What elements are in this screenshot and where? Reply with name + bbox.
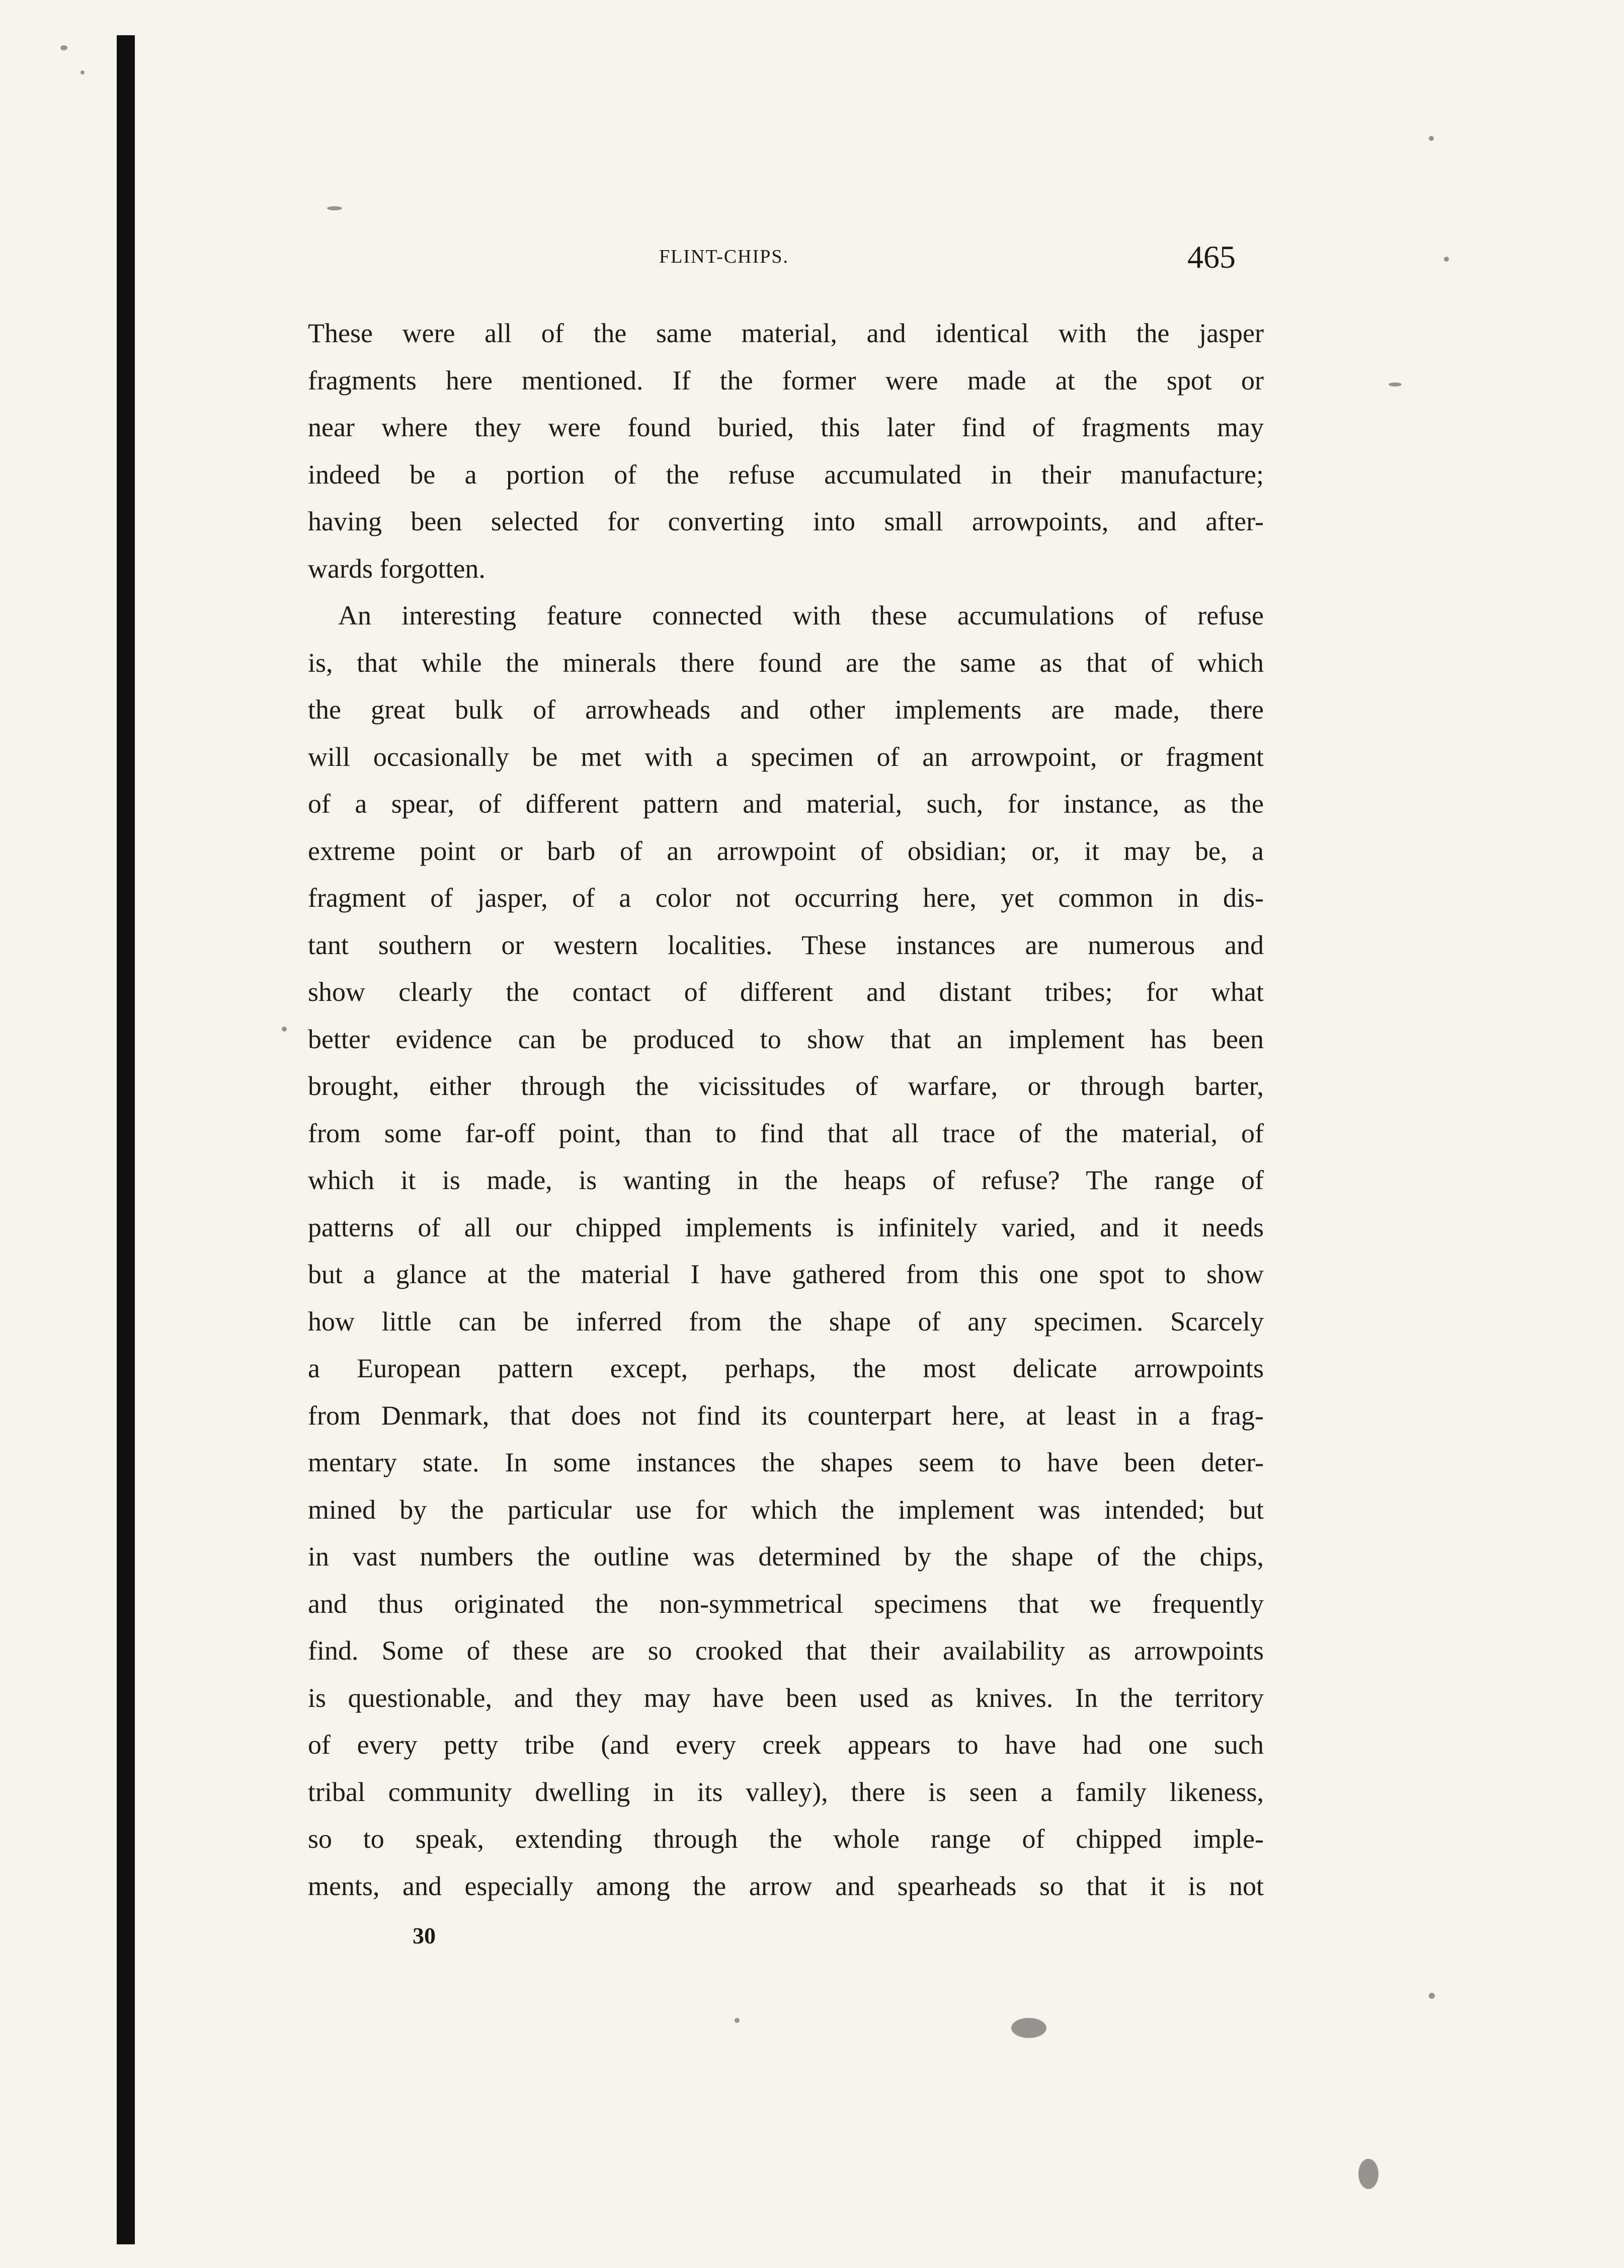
scan-speckle <box>1429 1993 1435 1999</box>
text-line: tant southern or western localities. These instances are numerous and <box>308 929 1264 960</box>
text-line: in vast numbers the outline was determined by the shape of the chips, <box>308 1541 1264 1572</box>
scan-speckle <box>1358 2159 1378 2189</box>
text-line: the great bulk of arrowheads and other implements are made, there <box>308 694 1264 725</box>
binding-shadow <box>117 35 135 2244</box>
scan-speckle <box>1429 136 1434 141</box>
text-line: how little can be inferred from the shape of any specimen. Scarcely <box>308 1306 1264 1337</box>
text-line: is, that while the minerals there found are the same as that of which <box>308 647 1264 678</box>
text-line: so to speak, extending through the whole range of chipped imple- <box>308 1824 1264 1854</box>
text-line: ments, and especially among the arrow and spearheads so that it is not <box>308 1870 1264 1901</box>
text-line: better evidence can be produced to show that an implement has been <box>308 1024 1264 1054</box>
signature-mark: 30 <box>413 1923 436 1948</box>
text-line: is questionable, and they may have been used as knives. In the territory <box>308 1682 1264 1713</box>
text-line: mined by the particular use for which the implement was intended; but <box>308 1494 1264 1525</box>
text-line: having been selected for converting into small arrowpoints, and after- <box>308 506 1264 536</box>
text-line: and thus originated the non-symmetrical specimens that we frequently <box>308 1588 1264 1619</box>
text-line: find. Some of these are so crooked that their availability as arrowpoints <box>308 1635 1264 1666</box>
text-line: from Denmark, that does not find its counterpart here, at least in a frag- <box>308 1400 1264 1431</box>
text-line: of every petty tribe (and every creek appears to have had one such <box>308 1730 1264 1760</box>
text-line: fragment of jasper, of a color not occurring here, yet common in dis- <box>308 883 1264 913</box>
text-line: tribal community dwelling in its valley), there is seen a family likeness, <box>308 1776 1264 1807</box>
text-line: patterns of all our chipped implements is infinitely varied, and it needs <box>308 1212 1264 1242</box>
text-line: but a glance at the material I have gathered from this one spot to show <box>308 1259 1264 1289</box>
text-line: wards forgotten. <box>308 553 485 584</box>
text-line: These were all of the same material, and identical with the jasper <box>308 318 1264 348</box>
text-line: An interesting feature connected with these accumulations of refuse <box>338 600 1264 631</box>
text-line: indeed be a portion of the refuse accumulated in their manufacture; <box>308 459 1264 490</box>
text-line: will occasionally be met with a specimen of an arrowpoint, or fragment <box>308 741 1264 772</box>
scan-speckle <box>80 70 85 74</box>
text-line: from some far-off point, than to find that all trace of the material, of <box>308 1118 1264 1148</box>
body-text <box>308 310 1264 1910</box>
scan-speckle <box>1011 2018 1046 2038</box>
running-head <box>0 239 1624 284</box>
text-line: brought, either through the vicissitudes of warfare, or through barter, <box>308 1071 1264 1101</box>
text-line: a European pattern except, perhaps, the most delicate arrowpoints <box>308 1353 1264 1383</box>
text-line: which it is made, is wanting in the heaps of refuse? The range of <box>308 1165 1264 1195</box>
scan-speckle <box>60 45 67 50</box>
scan-speckle <box>282 1027 287 1032</box>
text-line: near where they were found buried, this later find of fragments may <box>308 412 1264 442</box>
scan-speckle <box>327 206 342 210</box>
text-line: mentary state. In some instances the shapes seem to have been deter- <box>308 1447 1264 1477</box>
text-line: fragments here mentioned. If the former were made at the spot or <box>308 365 1264 396</box>
text-line: extreme point or barb of an arrowpoint of obsidian; or, it may be, a <box>308 835 1264 866</box>
scan-speckle <box>735 2018 740 2023</box>
page-number: 465 <box>1187 239 1236 275</box>
running-title: FLINT-CHIPS. <box>659 246 789 267</box>
scan-speckle <box>1389 382 1402 386</box>
text-line: of a spear, of different pattern and material, such, for instance, as the <box>308 789 1264 819</box>
text-line: show clearly the contact of different and distant tribes; for what <box>308 977 1264 1007</box>
